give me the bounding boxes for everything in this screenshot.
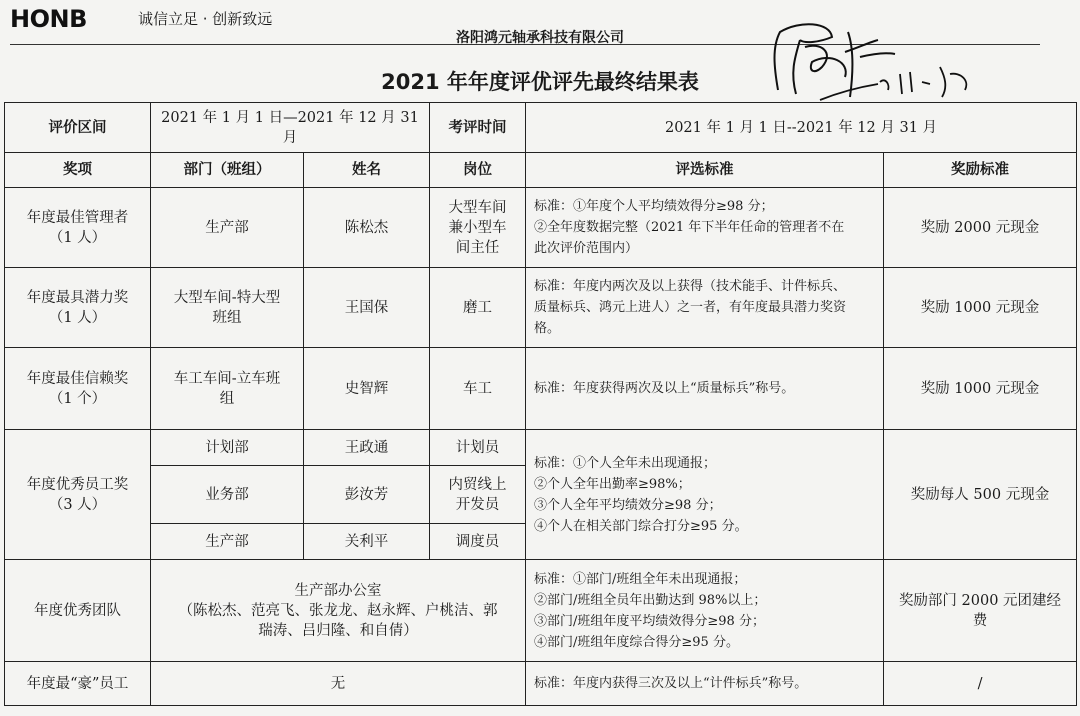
table-row	[5, 103, 1077, 153]
col-name: 姓名	[304, 153, 430, 188]
criteria-cell: 标准：年度获得两次及以上“质量标兵”称号。	[526, 348, 884, 430]
dept-cell: 无	[151, 662, 526, 706]
table-row	[5, 662, 1077, 706]
table-row	[5, 348, 1077, 430]
period-label: 评价区间	[5, 103, 151, 153]
name-cell: 王政通	[304, 430, 430, 466]
reward-cell: 奖励 2000 元现金	[884, 188, 1077, 268]
name-cell: 陈松杰	[304, 188, 430, 268]
col-criteria: 评选标准	[526, 153, 884, 188]
company-name: 洛阳鸿元轴承科技有限公司	[456, 30, 624, 46]
criteria-cell: 标准：①个人全年未出现通报； ②个人全年出勤率≥98%； ③个人全年平均绩效分≥98 分； ④个人在相关部门综合打分≥95 分。	[526, 430, 884, 560]
col-reward: 奖励标准	[884, 153, 1077, 188]
document-title: 2021 年年度评优评先最终结果表	[381, 70, 699, 94]
dept-cell: 大型车间-特大型 班组	[151, 268, 304, 348]
company-logo: HONB	[10, 5, 87, 33]
reward-cell: 奖励每人 500 元现金	[884, 430, 1077, 560]
table-row	[5, 188, 1077, 268]
post-cell: 内贸线上 开发员	[430, 466, 526, 524]
award-cell: 年度优秀员工奖 （3 人）	[5, 430, 151, 560]
criteria-cell: 标准：①部门/班组全年未出现通报； ②部门/班组全员年出勤达到 98%以上； ③部门/班组年度平均绩效得分≥98 分； ④部门/班组年度综合得分≥95 分。	[526, 560, 884, 662]
reward-cell: /	[884, 662, 1077, 706]
period-value: 2021 年 1 月 1 日—2021 年 12 月 31 月	[151, 103, 430, 153]
name-cell: 王国保	[304, 268, 430, 348]
team-members-cell: 生产部办公室 （陈松杰、范亮飞、张龙龙、赵永辉、户桃洁、郭 瑞涛、吕归隆、和自倩）	[151, 560, 526, 662]
reward-cell: 奖励 1000 元现金	[884, 268, 1077, 348]
reward-cell: 奖励 1000 元现金	[884, 348, 1077, 430]
company-slogan: 诚信立足 · 创新致远	[138, 10, 273, 28]
award-cell: 年度最具潜力奖 （1 人）	[5, 268, 151, 348]
review-value: 2021 年 1 月 1 日--2021 年 12 月 31 月	[526, 103, 1077, 153]
col-award: 奖项	[5, 153, 151, 188]
criteria-cell: 标准：年度内获得三次及以上“计件标兵”称号。	[526, 662, 884, 706]
col-dept: 部门（班组）	[151, 153, 304, 188]
award-cell: 年度最佳管理者 （1 人）	[5, 188, 151, 268]
dept-cell: 业务部	[151, 466, 304, 524]
award-cell: 年度优秀团队	[5, 560, 151, 662]
award-cell: 年度最“豪”员工	[5, 662, 151, 706]
name-cell: 彭汝芳	[304, 466, 430, 524]
dept-cell: 生产部	[151, 524, 304, 560]
award-cell: 年度最佳信赖奖 （1 个）	[5, 348, 151, 430]
handwritten-signature	[760, 12, 990, 107]
post-cell: 大型车间 兼小型车 间主任	[430, 188, 526, 268]
reward-cell: 奖励部门 2000 元团建经 费	[884, 560, 1077, 662]
post-cell: 调度员	[430, 524, 526, 560]
criteria-cell: 标准：①年度个人平均绩效得分≥98 分； ②全年度数据完整（2021 年下半年任命的管理者不在 此次评价范围内）	[526, 188, 884, 268]
name-cell: 关利平	[304, 524, 430, 560]
post-cell: 磨工	[430, 268, 526, 348]
col-post: 岗位	[430, 153, 526, 188]
table-row	[5, 268, 1077, 348]
post-cell: 计划员	[430, 430, 526, 466]
table-row	[5, 560, 1077, 662]
dept-cell: 车工车间-立车班 组	[151, 348, 304, 430]
name-cell: 史智辉	[304, 348, 430, 430]
dept-cell: 生产部	[151, 188, 304, 268]
criteria-cell: 标准：年度内两次及以上获得（技术能手、计件标兵、 质量标兵、鸿元上进人）之一者，有年度最具潜力奖资 格。	[526, 268, 884, 348]
column-header-row	[5, 153, 1077, 188]
table-row	[5, 430, 1077, 466]
post-cell: 车工	[430, 348, 526, 430]
dept-cell: 计划部	[151, 430, 304, 466]
review-label: 考评时间	[430, 103, 526, 153]
award-results-table	[4, 102, 1077, 706]
